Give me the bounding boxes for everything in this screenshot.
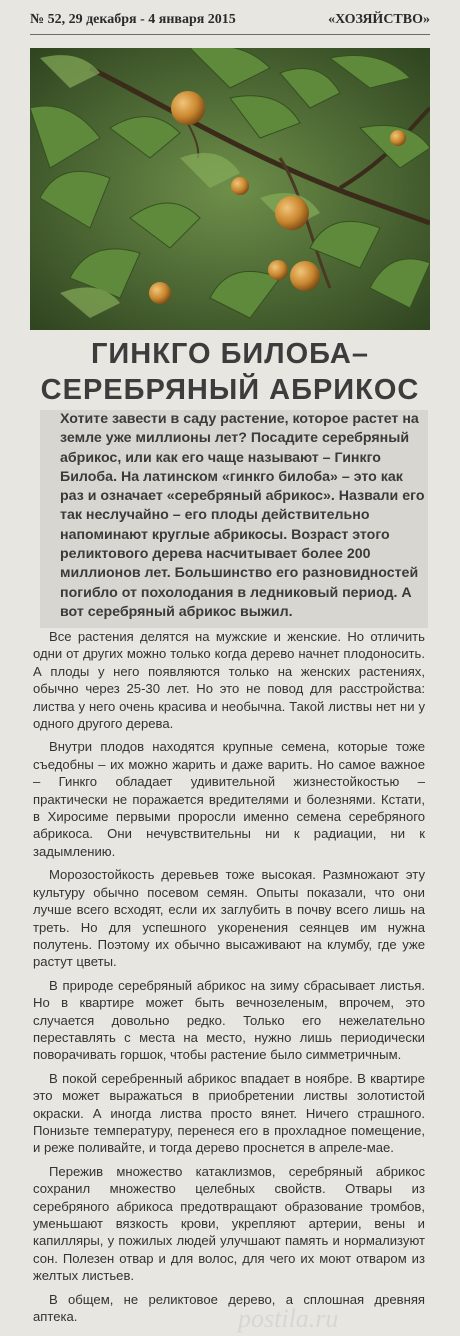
newspaper-header: [30, 6, 430, 35]
ginkgo-illustration: [30, 48, 430, 330]
ginkgo-photo: [30, 48, 430, 330]
section-name: «ХОЗЯЙСТВО»: [328, 12, 430, 27]
body-paragraph: Морозостойкость деревьев тоже высокая. Размножают эту культуру обычно посевом семян. Опыты показали, что они лучше всего всходят, если их заглубить в почву всего лишь на треть. Но для успешного укоренения сеянцев им нужна полутень. Поэтому их обычно высаживают на клумбу, где уже растут цветы.: [33, 867, 425, 970]
article-title: [30, 336, 430, 408]
title-line-1: ГИНКГО БИЛОБА–: [90, 338, 369, 370]
issue-info: № 52, 29 декабря - 4 января 2015: [30, 12, 236, 27]
lead-paragraph-box: [40, 410, 428, 628]
body-paragraph: Все растения делятся на мужские и женские. Но отличить одни от других можно только когда дерево начнет плодоносить. А плоды у него появляются только на женских растениях, обычно через 25-30 лет. Но это не повод для расстройства: листва у него очень красива и необычна. Такой листвы нет ни у одного другого дерева.: [33, 629, 425, 732]
body-paragraph: Пережив множество катаклизмов, серебряный абрикос сохранил множество целебных свойств. Отвары из серебряного абрикоса предотвращают образование тромбов, уменьшают вязкость крови, укрепляют артерии, вены и капилляры, у пожилых людей улучшают память и нормализуют сон. Полезен отвар и для волос, для чего их моют отваром из желтых листьев.: [33, 1163, 425, 1284]
watermark: postila.ru: [238, 1304, 339, 1333]
lead-paragraph: Хотите завести в саду растение, которое растет на земле уже миллионы лет? Посадите серебряный абрикос, или как его чаще называют – Гинкго Билоба. На латинском «гинкго билоба» – это как раз и означает «серебряный абрикос». Назвали его так неслучайно – его плоды действительно напоминают круглые абрикосы. Возраст этого реликтового дерева насчитывает более 200 миллионов лет. Большинство его разновидностей погибло от похолодания в ледниковый период. А вот серебряный абрикос выжил.: [60, 411, 425, 620]
article-body: [33, 628, 425, 1331]
title-line-2: СЕРЕБРЯНЫЙ АБРИКОС: [40, 374, 420, 406]
body-paragraph: Внутри плодов находятся крупные семена, которые тоже съедобны – их можно жарить и даже варить. Но самое важное – Гинкго обладает удивительной жизнестойкостью – практически не поражается вредителями и болезнями. Кстати, в Хиросиме первыми проросли именно семена серебряного абрикоса. Они нечувствительны ни к радиации, ни к задымлению.: [33, 739, 425, 859]
body-paragraph: В общем, не реликтовое дерево, а сплошная древняя аптека.: [33, 1291, 425, 1325]
body-paragraph: В покой серебренный абрикос впадает в ноябре. В квартире это может выражаться в приобретении листвы золотистой окраски. А иногда листва просто вянет. Ничего страшного. Понизьте температуру, перенеся его в прохладное помещение, и реже поливайте, и тогда дерево проснется в апреле-мае.: [33, 1070, 425, 1156]
body-paragraph: В природе серебряный абрикос на зиму сбрасывает листья. Но в квартире может быть вечнозеленым, впрочем, это случается довольно редко. Только его нежелательно переставлять с места на место, нужно лишь периодически поворачивать горшок, чтобы растение было симметричным.: [33, 977, 425, 1063]
